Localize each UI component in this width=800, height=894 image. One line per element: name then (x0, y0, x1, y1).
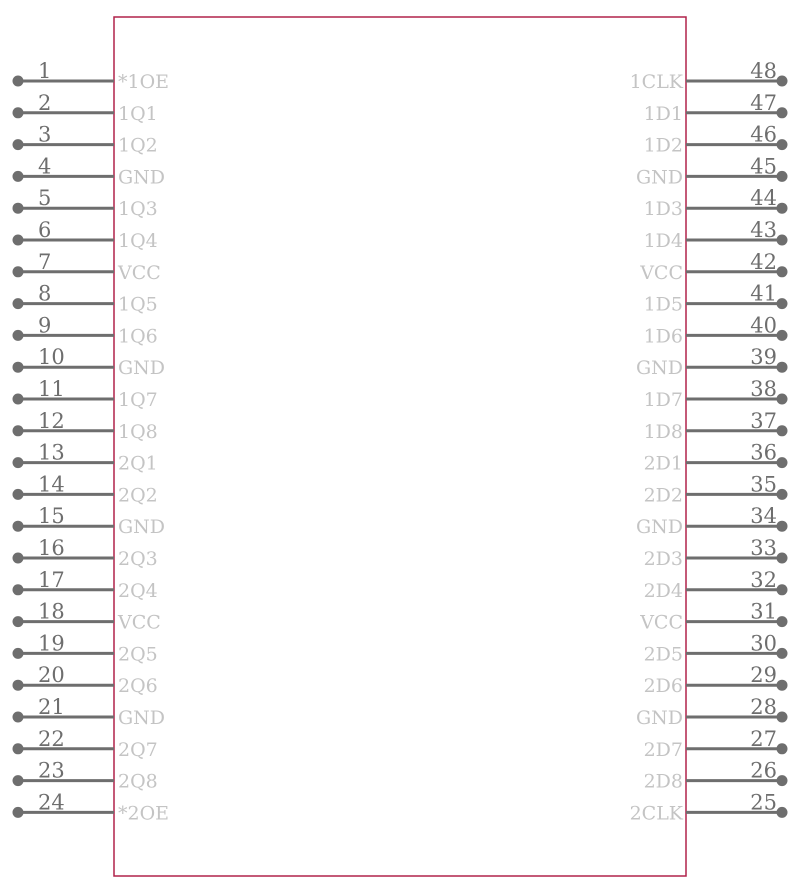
pin-terminal-dot (13, 616, 24, 627)
pin-terminal-dot (777, 807, 788, 818)
pin-terminal-dot (777, 743, 788, 754)
pin-terminal-dot (777, 584, 788, 595)
pin-number: 45 (750, 154, 777, 179)
right-pin-group (630, 59, 788, 824)
pin-32 (644, 568, 788, 602)
pin-number: 42 (750, 249, 777, 274)
left-pin-group (13, 59, 170, 824)
pin-number: 8 (38, 281, 52, 306)
pin-name: 2D7 (643, 738, 683, 761)
pin-20 (13, 663, 158, 697)
pin-27 (644, 727, 788, 761)
pin-terminal-dot (777, 139, 788, 150)
pin-name: *2OE (118, 802, 170, 825)
pin-name: 1Q7 (118, 389, 158, 411)
pin-number: 14 (38, 472, 65, 497)
pin-number: 19 (38, 631, 65, 656)
pin-34 (636, 504, 788, 538)
pin-46 (644, 123, 788, 157)
pin-33 (644, 536, 788, 570)
pin-name: 2D3 (643, 548, 683, 570)
pin-14 (13, 472, 158, 506)
pin-number: 20 (38, 663, 65, 688)
pin-name: 1Q8 (118, 420, 158, 443)
pin-terminal-dot (13, 712, 24, 723)
pin-terminal-dot (777, 362, 788, 373)
pin-number: 43 (750, 218, 777, 242)
pin-name: 2CLK (629, 802, 683, 825)
pin-name: 2Q6 (118, 675, 158, 698)
pin-name: 2Q4 (118, 579, 158, 602)
pin-name: VCC (118, 611, 161, 634)
pin-terminal-dot (777, 616, 788, 627)
pin-7 (13, 250, 161, 284)
pin-number: 10 (38, 345, 65, 370)
pin-name: 1CLK (629, 71, 683, 93)
pin-26 (644, 759, 788, 793)
pin-13 (13, 441, 158, 475)
pin-number: 22 (38, 726, 65, 751)
pin-19 (13, 631, 158, 665)
pin-11 (13, 377, 158, 411)
pin-number: 37 (750, 408, 777, 433)
pin-number: 13 (38, 440, 65, 465)
pin-terminal-dot (13, 171, 24, 182)
pin-number: 21 (38, 695, 65, 719)
pin-terminal-dot (13, 775, 24, 786)
pin-number: 7 (38, 249, 52, 274)
pin-name: VCC (640, 261, 683, 284)
pin-name: GND (118, 516, 166, 539)
pin-1 (13, 59, 170, 93)
pin-name: GND (635, 166, 683, 189)
pin-name: GND (635, 707, 683, 729)
pin-number: 4 (38, 154, 52, 179)
pin-41 (644, 282, 788, 316)
pin-36 (644, 441, 788, 475)
pin-name: 2Q1 (118, 452, 158, 475)
pin-terminal-dot (777, 203, 788, 214)
pin-terminal-dot (13, 648, 24, 659)
pin-number: 2 (38, 90, 52, 115)
pin-terminal-dot (13, 362, 24, 373)
pin-name: GND (118, 166, 166, 189)
pin-terminal-dot (777, 489, 788, 500)
pin-name: 1Q1 (118, 102, 158, 125)
pin-terminal-dot (777, 775, 788, 786)
pin-terminal-dot (13, 107, 24, 118)
pin-terminal-dot (13, 457, 24, 468)
pin-4 (13, 154, 166, 188)
pin-terminal-dot (777, 457, 788, 468)
pin-number: 17 (38, 567, 65, 592)
pin-number: 16 (38, 536, 65, 560)
pin-18 (13, 600, 161, 634)
pin-terminal-dot (13, 394, 24, 405)
pin-name: GND (118, 707, 166, 729)
pin-name: 1Q5 (118, 293, 158, 316)
pin-terminal-dot (777, 425, 788, 436)
pin-16 (13, 536, 158, 570)
pin-name: 2Q7 (118, 738, 158, 761)
pin-name: 1Q6 (118, 325, 158, 348)
pin-42 (639, 250, 787, 284)
pin-name: GND (635, 357, 683, 380)
pin-30 (644, 631, 788, 665)
pin-name: 2Q2 (118, 484, 158, 507)
pin-28 (636, 695, 788, 729)
pin-number: 31 (750, 599, 777, 624)
pin-number: 44 (750, 186, 777, 211)
pin-name: VCC (640, 611, 683, 634)
pin-number: 40 (750, 313, 777, 338)
pin-45 (636, 154, 788, 188)
pin-terminal-dot (777, 171, 788, 182)
pin-29 (644, 663, 788, 697)
pin-terminal-dot (777, 680, 788, 691)
pin-9 (13, 313, 158, 347)
pin-name: 1D1 (643, 102, 683, 125)
pin-terminal-dot (13, 139, 24, 150)
pin-terminal-dot (777, 107, 788, 118)
pin-terminal-dot (777, 553, 788, 564)
pin-15 (13, 504, 166, 538)
pin-number: 18 (38, 599, 65, 624)
pin-name: 2Q5 (118, 643, 158, 666)
pin-name: 2D2 (643, 484, 683, 507)
pin-number: 1 (38, 59, 52, 83)
pin-name: 2D8 (643, 770, 683, 793)
pin-terminal-dot (777, 521, 788, 532)
pin-terminal-dot (777, 266, 788, 277)
pin-number: 25 (750, 790, 777, 815)
pin-number: 29 (750, 663, 777, 688)
pin-terminal-dot (13, 553, 24, 564)
pin-number: 33 (750, 536, 777, 560)
pin-number: 5 (38, 186, 52, 211)
pin-number: 26 (750, 758, 777, 783)
pin-terminal-dot (13, 807, 24, 818)
pin-name: 2D6 (643, 675, 683, 698)
pin-number: 3 (38, 122, 52, 147)
pin-39 (636, 345, 788, 379)
pin-35 (644, 472, 788, 506)
pin-name: 1D5 (643, 293, 683, 316)
component-body (114, 17, 686, 876)
pin-number: 6 (38, 218, 52, 242)
pin-terminal-dot (13, 76, 24, 87)
pin-terminal-dot (13, 235, 24, 246)
pin-terminal-dot (777, 648, 788, 659)
pin-24 (13, 790, 170, 824)
pin-terminal-dot (777, 235, 788, 246)
pin-number: 39 (750, 345, 777, 370)
pin-2 (13, 91, 158, 125)
pin-terminal-dot (13, 266, 24, 277)
pin-6 (13, 218, 158, 252)
pin-22 (13, 727, 158, 761)
pin-terminal-dot (13, 521, 24, 532)
pin-terminal-dot (13, 680, 24, 691)
pin-40 (644, 313, 788, 347)
pin-terminal-dot (13, 203, 24, 214)
pin-number: 28 (750, 695, 777, 719)
pin-name: 1D2 (643, 134, 683, 157)
pin-8 (13, 282, 158, 316)
pin-38 (644, 377, 788, 411)
pin-number: 48 (750, 59, 777, 83)
pin-terminal-dot (777, 394, 788, 405)
pin-name: GND (635, 516, 683, 539)
pin-name: 1D4 (643, 230, 683, 252)
pin-48 (630, 59, 788, 93)
pin-10 (13, 345, 166, 379)
pin-number: 27 (750, 726, 777, 751)
pin-number: 34 (750, 504, 777, 529)
pin-number: 30 (750, 631, 777, 656)
pin-name: 1D3 (643, 198, 683, 221)
pin-number: 24 (38, 790, 65, 815)
pin-name: 2Q8 (118, 770, 158, 793)
pin-name: 2Q3 (118, 548, 158, 570)
pin-44 (644, 186, 788, 220)
pin-terminal-dot (13, 330, 24, 341)
pin-terminal-dot (777, 712, 788, 723)
pin-number: 32 (750, 567, 777, 592)
pin-number: 11 (38, 377, 65, 401)
pin-number: 47 (750, 90, 777, 115)
pin-17 (13, 568, 158, 602)
pin-terminal-dot (13, 743, 24, 754)
pin-number: 38 (750, 377, 777, 401)
pin-terminal-dot (777, 76, 788, 87)
pin-name: 2D4 (643, 579, 683, 602)
pin-21 (13, 695, 166, 729)
pin-12 (13, 409, 158, 443)
pin-name: *1OE (118, 71, 170, 93)
pin-number: 12 (38, 408, 65, 433)
pin-number: 23 (38, 758, 65, 783)
pin-terminal-dot (13, 584, 24, 595)
pin-5 (13, 186, 158, 220)
pin-number: 46 (750, 122, 777, 147)
pin-terminal-dot (13, 425, 24, 436)
pin-31 (639, 600, 787, 634)
pin-number: 15 (38, 504, 65, 529)
pin-23 (13, 759, 158, 793)
pin-terminal-dot (777, 298, 788, 309)
pin-name: 1D8 (643, 420, 683, 443)
pin-37 (644, 409, 788, 443)
pin-3 (13, 123, 158, 157)
pin-number: 36 (750, 440, 777, 465)
pin-number: 35 (750, 472, 777, 497)
pin-name: 1Q2 (118, 134, 158, 157)
pin-terminal-dot (13, 298, 24, 309)
pin-name: 1Q4 (118, 230, 158, 252)
pin-name: 1D6 (643, 325, 683, 348)
pin-25 (630, 790, 788, 824)
pin-name: VCC (118, 261, 161, 284)
pin-name: 2D5 (643, 643, 683, 666)
pin-name: 1Q3 (118, 198, 158, 221)
pin-name: 2D1 (643, 452, 683, 475)
pin-terminal-dot (777, 330, 788, 341)
pin-43 (644, 218, 788, 252)
pin-name: GND (118, 357, 166, 380)
pin-number: 9 (38, 313, 52, 338)
pin-number: 41 (750, 281, 777, 306)
pin-name: 1D7 (643, 389, 683, 411)
pin-terminal-dot (13, 489, 24, 500)
pin-47 (644, 91, 788, 125)
